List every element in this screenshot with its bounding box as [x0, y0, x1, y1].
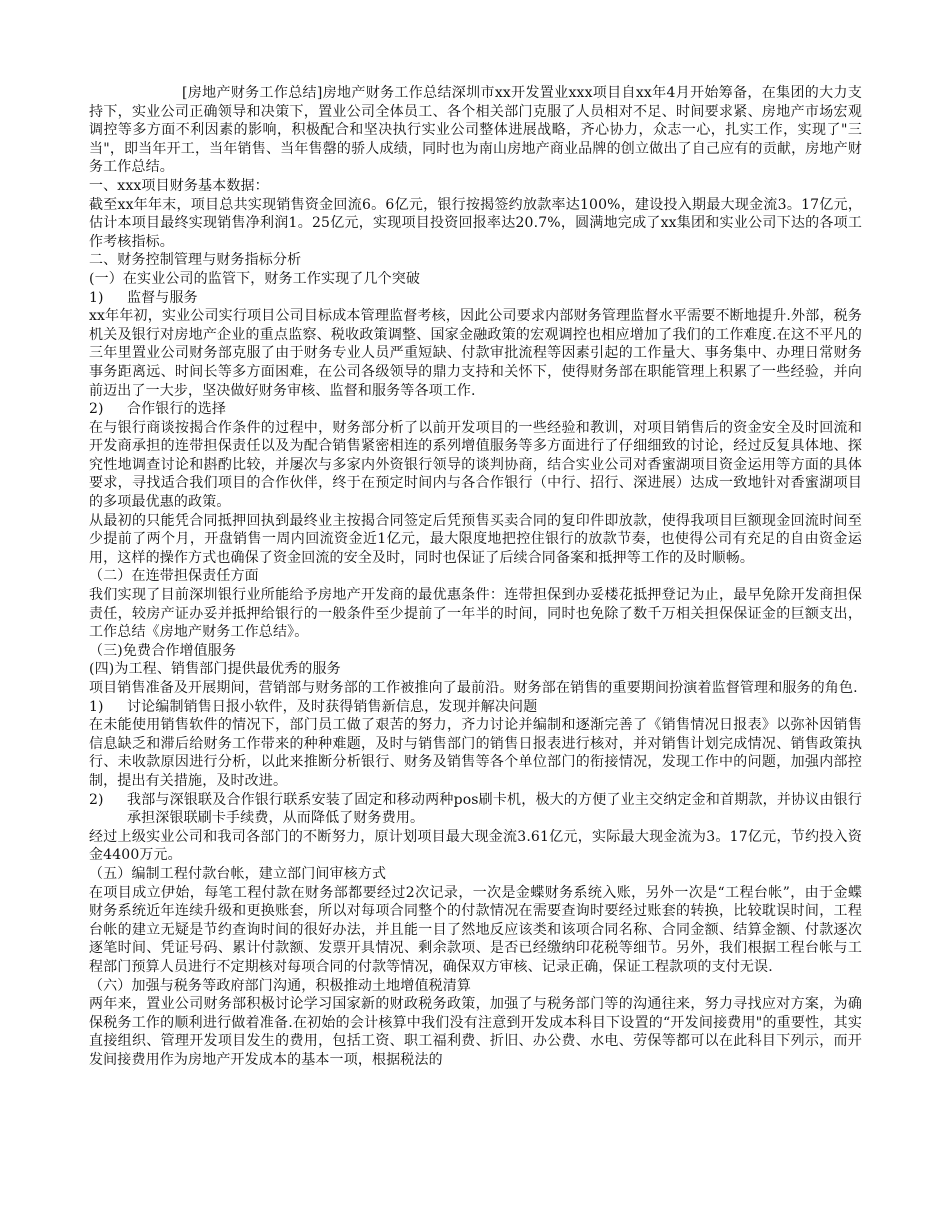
heading-section-2: 二、财务控制管理与财务指标分析	[89, 252, 302, 269]
payment-ledger-paragraph: 在项目成立伊始，每笔工程付款在财务部都要经过2次记录，一次是金蝶财务系统入账，另外一次是“工程台帐”，由于金蝶财务系统近年连续升级和更换账套，所以对每项合同整个的付款情况在需要查询时要经过账套的转换，比较耽误时间，工程台帐的建立无疑是节约查询时间的很好办法，并且能一目了然地反应该类和该项合同名称、合同金额、结算金额、付款逐次逐笔时间、凭证号码、累计付款额、发票开具情况、剩余款项、是否已经缴纳印花税等细节。另外，我们根据工程台帐与工程部门预算人员进行不定期核对每项合同的付款等情况，确保双方审核、记录正确，保证工程款项的支付无误.	[89, 884, 862, 975]
heading-subsection-5: （五）编制工程付款台帐，建立部门间审核方式	[89, 865, 387, 882]
bank-selection-paragraph-a: 在与银行商谈按揭合作条件的过程中，财务部分析了以前开发项目的一些经验和教训，对项目销售后的资金安全及时回流和开发商承担的连带担保责任以及为配合销售紧密相连的系列增值服务等多方面进行了仔细细致的讨论，经过反复具体地、探究性地调查讨论和斟酌比较，并屡次与多家内外资银行领导的谈判协商，结合实业公司对香蜜湖项目资金运用等方面的具体要求，寻找适合我们项目的合作伙伴，终于在预定时间内与各合作银行（中行、招行、深进展）达成一致地针对香蜜湖项目的多项最优惠的政策。	[89, 419, 862, 511]
supervision-paragraph: xx年年初，实业公司实行项目公司目标成本管理监督考核，因此公司要求内部财务管理监督水平需要不断地提升.外部，税务机关及银行对房地产企业的重点监察、税收政策调整、国家金融政策的宏观调控也相应增加了我们的工作难度.在这不平凡的三年里置业公司财务部克服了由于财务专业人员严重短缺、付款审批流程等因素引起的工作量大、事务集中、办理日常财务事务距离远、时间长等多方面困难，在公司各级领导的鼎力支持和关怀下，使得财务部在职能管理上积累了一些经验，并向前迈出了一大步，坚决做好财务审核、监督和服务等各项工作.	[89, 308, 862, 399]
list-number: 2)	[89, 791, 104, 808]
heading-subsection-4: (四)为工程、销售部门提供最优秀的服务	[89, 661, 341, 678]
heading-subsection-3: （三)免费合作增值服务	[89, 642, 237, 659]
list-item-pos-terminals	[89, 791, 862, 828]
heading-subsection-6: （六）加强与税务等政府部门沟通，积极推动土地增值税清算	[89, 977, 472, 994]
intro-paragraph: [房地产财务工作总结]房地产财务工作总结深圳市xx开发置业xxx项目自xx年4月开始筹备，在集团的大力支持下，实业公司正确领导和决策下，置业公司全体员工、各个相关部门克服了人员相对不足、时间要求紧、房地产市场宏观调控等多方面不利因素的影响，积极配合和坚决执行实业公司整体进展战略，齐心协力，众志一心，扎实工作，实现了"三当"，即当年开工，当年销售、当年售罄的骄人成绩，同时也为南山房地产商业品牌的创立做出了自己应有的贡献，房地产财务工作总结。	[89, 85, 862, 176]
list-item-title: 合作银行的选择	[127, 401, 227, 418]
list-item-title: 讨论编制销售日报小软件，及时获得销售新信息，发现并解决问题	[127, 698, 538, 715]
list-number: 1)	[89, 289, 104, 306]
list-item-bank-selection	[89, 400, 862, 419]
list-item-title: 监督与服务	[127, 289, 198, 306]
list-item-daily-report	[89, 698, 862, 717]
financial-data-paragraph: 截至xx年年末，项目总共实现销售资金回流6。6亿元，银行按揭签约放款率达100%，建设投入期最大现金流3。17亿元，估计本项目最终实现销售净利润1。25亿元，实现项目投资回报率达20.7%，圆满地完成了xx集团和实业公司下达的各项工作考核指标。	[89, 196, 862, 250]
heading-subsection-1: (一）在实业公司的监管下，财务工作实现了几个突破	[89, 270, 421, 287]
list-number: 1)	[89, 698, 104, 715]
sales-service-paragraph: 项目销售准备及开展期间，营销部与财务部的工作被推向了最前沿。财务部在销售的重要期间扮演着监督管理和服务的角色.	[89, 680, 858, 696]
list-number: 2)	[89, 401, 104, 418]
list-item-supervision	[89, 289, 862, 308]
daily-report-paragraph: 在未能使用销售软件的情况下，部门员工做了艰苦的努力，齐力讨论并编制和逐渐完善了《销售情况日报表》以弥补因销售信息缺乏和滞后给财务工作带来的种种难题，及时与销售部门的销售日报表进行核对，并对销售计划完成情况、销售政策执行、未收款原因进行分析，以此来推断分析银行、财务及销售等各个单位部门的衔接情况，发现工作中的问题，加强内部控制，提出有关措施，及时改进。	[89, 717, 862, 789]
cash-flow-result-paragraph: 经过上级实业公司和我司各部门的不断努力，原计划项目最大现金流3.61亿元，实际最大现金流为3。17亿元，节约投入资金4400万元。	[89, 828, 862, 864]
tax-paragraph: 两年来，置业公司财务部积极讨论学习国家新的财政税务政策，加强了与税务部门等的沟通往来，努力寻找应对方案，为确保税务工作的顺利进行做着准备.在初始的会计核算中我们没有注意到开发成本科目下设置的“开发间接费用"的重要性，其实直接组织、管理开发项目发生的费用，包括工资、职工福利费、折旧、办公费、水电、劳保等都可以在此科目下列示，而开发间接费用作为房地产开发成本的基本一项，根据税法的	[89, 996, 862, 1068]
guarantee-paragraph: 我们实现了目前深圳银行业所能给予房地产开发商的最优惠条件：连带担保到办妥楼花抵押登记为止，最早免除开发商担保责任，较房产证办妥并抵押给银行的一般条件至少提前了一年半的时间，同时也免除了数千万相关担保保证金的巨额支出，工作总结《房地产财务工作总结》。	[89, 587, 862, 641]
heading-section-1: 一、xxx项目财务基本数据：	[89, 177, 269, 194]
list-item-text: 我部与深银联及合作银行联系安装了固定和移动两种pos刷卡机，极大的方便了业主交纳定金和首期款，并协议由银行承担深银联刷卡手续费，从而降低了财务费用。	[127, 791, 862, 827]
bank-selection-paragraph-b: 从最初的只能凭合同抵押回执到最终业主按揭合同签定后凭预售买卖合同的复印件即放款，使得我项目巨额现金回流时间至少提前了两个月，开盘销售一周内回流资金近1亿元，最大限度地把控住银行的放款节奏，也使得公司有充足的自由资金运用，这样的操作方式也确保了资金回流的安全及时，同时也保证了后续合同备案和抵押等工作的及时顺畅。	[89, 512, 862, 566]
heading-subsection-2: （二）在连带担保责任方面	[89, 568, 259, 585]
